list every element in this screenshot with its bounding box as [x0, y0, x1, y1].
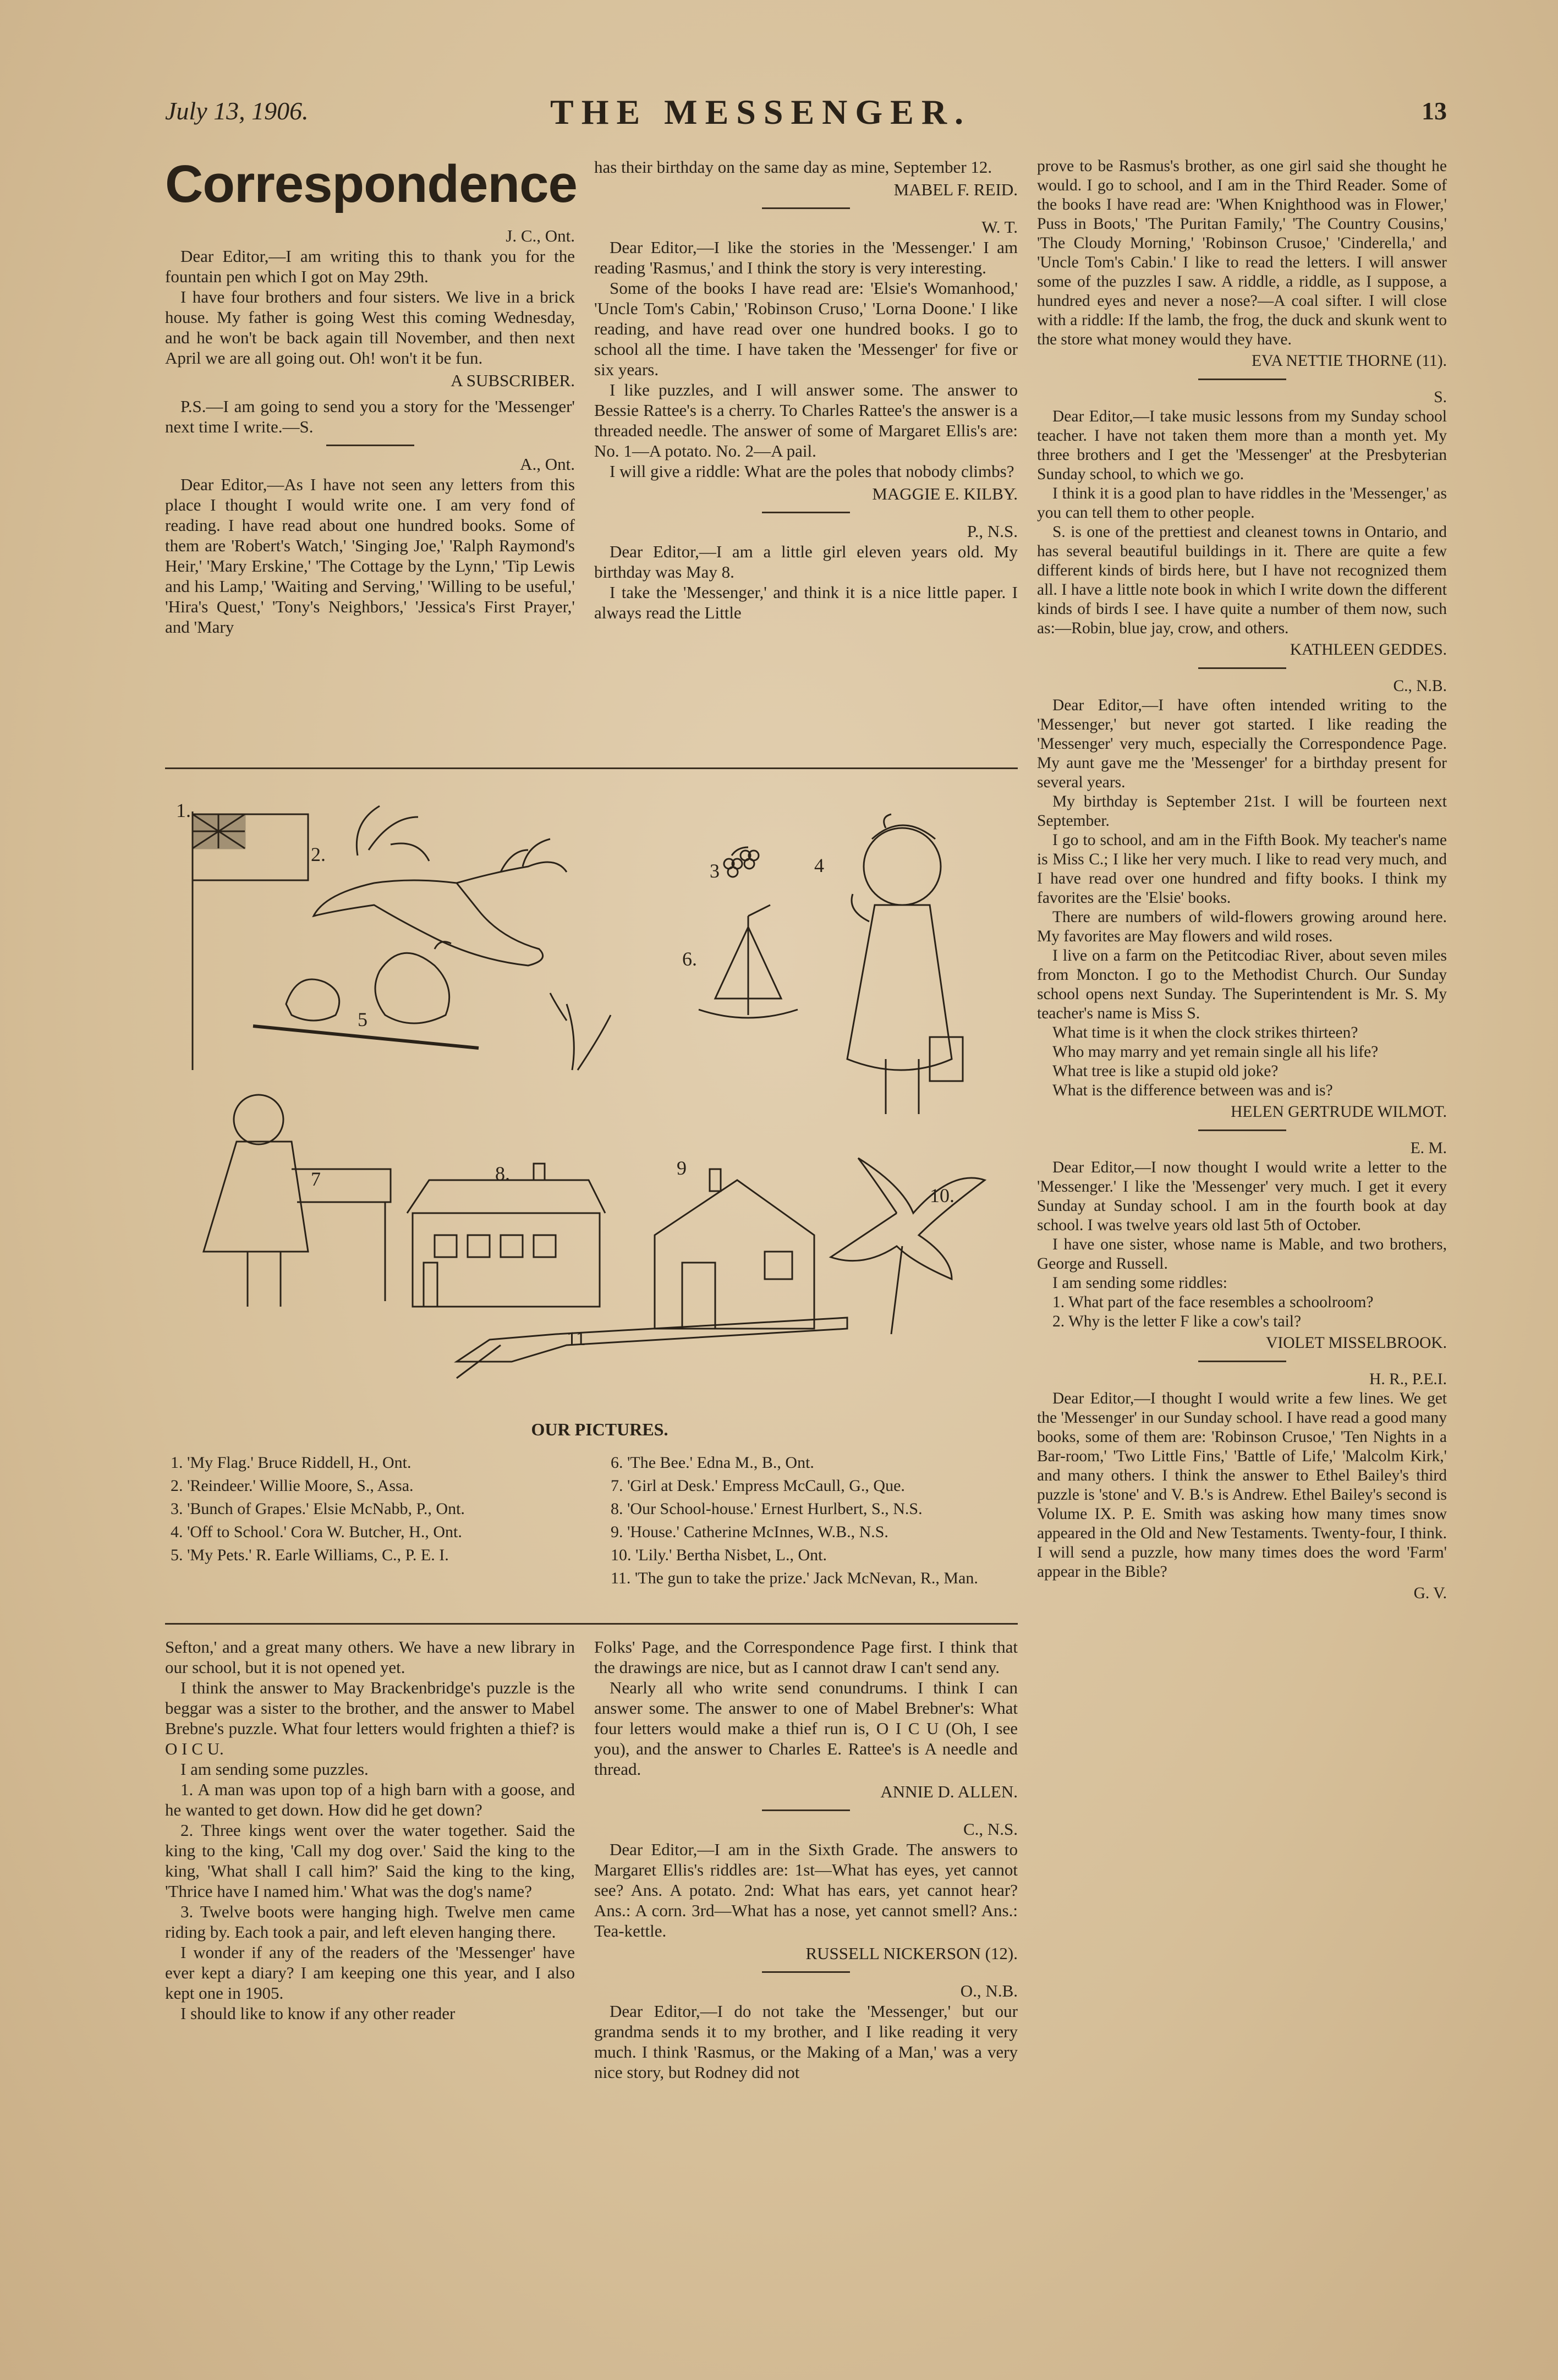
letter-paragraph: Dear Editor,—I do not take the 'Messenger,' but our grandma sends it to my brother, and I like reading it very much. I think 'Rasmus, or the Making of a Man,' was a very nice story, but Rodney did not: [594, 2001, 1018, 2082]
letter-signature: HELEN GERTRUDE WILMOT.: [1231, 1103, 1447, 1121]
pictures-credits-right: [611, 1452, 1018, 1591]
divider: [762, 512, 850, 513]
boat-drawing: [699, 905, 798, 1018]
letter-location: C., N.B.: [1393, 677, 1447, 695]
divider: [1198, 1129, 1286, 1131]
picture-credit: 2. 'Reindeer.' Willie Moore, S., Assa.: [171, 1477, 414, 1495]
letter-location: S.: [1434, 388, 1447, 406]
letter-location: P., N.S.: [967, 522, 1018, 541]
picture-credit: 9. 'House.' Catherine McInnes, W.B., N.S.: [611, 1523, 888, 1541]
divider: [1198, 379, 1286, 380]
bottom-middle-column: [594, 1637, 1018, 2082]
picture-credit: 1. 'My Flag.' Bruce Riddell, H., Ont.: [171, 1454, 412, 1472]
letter-paragraph: I am sending some riddles:: [1052, 1274, 1227, 1292]
letter-signature: KATHLEEN GEDDES.: [1290, 641, 1447, 659]
letter-postscript: P.S.—I am going to send you a story for the 'Messenger' next time I write.—S.: [165, 397, 575, 436]
picture-number: 5: [358, 1008, 367, 1030]
letter-paragraph: Dear Editor,—I am a little girl eleven years old. My birthday was May 8.: [594, 542, 1018, 582]
picture-credit: 3. 'Bunch of Grapes.' Elsie McNabb, P., Ont.: [171, 1500, 465, 1518]
letter-signature: VIOLET MISSELBROOK.: [1266, 1334, 1447, 1352]
letter-signature: MABEL F. REID.: [893, 180, 1018, 199]
letter-paragraph: I like puzzles, and I will answer some. The answer to Bessie Rattee's is a cherry. To Charles Rattee's the answer is a threaded needle. The answer of some of Margaret Ellis's are: No. 1—A potato. No. 2—A pail.: [594, 380, 1018, 460]
letter-paragraph: Nearly all who write send conundrums. I think I can answer some. The answer to one of Mabel Brebner's: What four letters would make a thief run is, O I C U (Oh, I see you), and the answer to Charles E. Rattee's is A needle and thread.: [594, 1678, 1018, 1779]
schoolhouse-drawing: [407, 1164, 605, 1307]
letter-paragraph: I have one sister, whose name is Mable, and two brothers, George and Russell.: [1037, 1236, 1447, 1273]
divider: [1198, 667, 1286, 669]
letter-paragraph: What tree is like a stupid old joke?: [1052, 1062, 1279, 1080]
letter-paragraph: has their birthday on the same day as mine, September 12.: [594, 157, 992, 177]
letter-paragraph: 2. Why is the letter F like a cow's tail?: [1052, 1313, 1302, 1330]
page-number: 13: [1422, 97, 1447, 125]
page-header: [165, 92, 1447, 140]
grapes-drawing: [724, 847, 759, 877]
letter-paragraph: Folks' Page, and the Correspondence Page first. I think that the drawings are nice, but as I cannot draw I can't send any.: [594, 1637, 1018, 1677]
girl-at-desk-drawing: [204, 1095, 391, 1307]
newspaper-title: THE MESSENGER.: [550, 92, 972, 131]
picture-number: 3: [710, 860, 720, 882]
letter-paragraph: I think the answer to May Brackenbridge's puzzle is the beggar was a sister to the brother, and the answer to Mabel Brebne's puzzle. What four letters would frighten a thief? is O I C U.: [165, 1678, 575, 1758]
letter-signature: G. V.: [1413, 1584, 1447, 1602]
picture-number: 10.: [930, 1184, 954, 1207]
divider: [762, 1809, 850, 1811]
letter-paragraph: 1. What part of the face resembles a schoolroom?: [1052, 1293, 1374, 1311]
letter-paragraph: I go to school, and am in the Fifth Book. My teacher's name is Miss C.; I like her very much. I like to read very much, and I have read over one hundred and fifty books. I think my favorites are the 'Elsie' books.: [1037, 831, 1447, 907]
picture-number: 9: [677, 1157, 687, 1179]
letter-paragraph: What time is it when the clock strikes thirteen?: [1052, 1024, 1358, 1041]
reindeer-drawing: [314, 806, 567, 966]
letter-signature: A SUBSCRIBER.: [451, 371, 575, 390]
letter-signature: RUSSELL NICKERSON (12).: [805, 1944, 1018, 1963]
letter-paragraph: 3. Twelve boots were hanging high. Twelve men came riding by. Each took a pair, and left eleven hanging there.: [165, 1902, 575, 1942]
letter-paragraph: I live on a farm on the Petitcodiac River, about seven miles from Moncton. I go to the Methodist Church. Our Sunday school opens next Sunday. The Superintendent is Mr. S. My teacher's name is Miss S.: [1037, 947, 1447, 1022]
letter-paragraph: S. is one of the prettiest and cleanest towns in Ontario, and has several beautiful buildings in it. There are quite a few different kinds of birds here, but I have not recognized them all. I have a little note book in which I write down the different kinds of birds I see. I have quite a number of them now, such as:—Robin, blue jay, crow, and others.: [1037, 523, 1447, 637]
letter-paragraph: Dear Editor,—I like the stories in the 'Messenger.' I am reading 'Rasmus,' and I think the story is very interesting.: [594, 238, 1018, 277]
letter-paragraph: 2. Three kings went over the water together. Said the king to the king, 'Call my dog over.' Said the king to the king, 'What shall I call him?' Said the king to the king, 'Thrice have I named him.' What was the dog's name?: [165, 1820, 575, 1901]
letter-paragraph: I wonder if any of the readers of the 'Messenger' have ever kept a diary? I am keeping one this year, and I also kept one in 1905.: [165, 1943, 575, 2003]
picture-credit: 7. 'Girl at Desk.' Empress McCaull, G., Que.: [611, 1477, 905, 1495]
letter-paragraph: Dear Editor,—I now thought I would write a letter to the 'Messenger.' I like the 'Messenger' very much. I get it every Sunday at Sunday school. I am in the fourth book at day school. I was twelve years old last 5th of October.: [1037, 1159, 1447, 1234]
letter-signature: ANNIE D. ALLEN.: [880, 1782, 1018, 1801]
letter-paragraph: My birthday is September 21st. I will be fourteen next September.: [1037, 793, 1447, 830]
letter-location: A., Ont.: [520, 454, 575, 474]
picture-credit: 5. 'My Pets.' R. Earle Williams, C., P. E. I.: [171, 1546, 449, 1564]
letter-paragraph: 1. A man was upon top of a high barn with a goose, and he wanted to get down. How did he get down?: [165, 1780, 575, 1819]
right-column: [1037, 157, 1447, 1609]
letter-signature: EVA NETTIE THORNE (11).: [1251, 352, 1447, 370]
divider: [326, 445, 414, 446]
picture-number: 1.: [176, 799, 191, 821]
divider: [1198, 1361, 1286, 1362]
letter-paragraph: Dear Editor,—I thought I would write a few lines. We get the 'Messenger' in our Sunday school. I have read a good many books, some of them are: 'Robinson Crusoe,' 'Ten Nights in a Bar-room,' 'Two Little Fins,' 'Battle of Life,' 'Malcolm Kirk,' and many others. I think the answer to Ethel Bailey's third puzzle is 'stone' and V. B.'s is Andrew. Ethel Bailey's second is Volume IX. P. E. Smith was asking how many times snow appeared in the Old and New Testaments. Twenty-four, I think. I will send a puzzle, how many times does the word 'Farm' appear in the Bible?: [1037, 1390, 1447, 1581]
letter-signature: MAGGIE E. KILBY.: [872, 484, 1018, 503]
lily-drawing: [831, 1158, 985, 1334]
letter-paragraph: I should like to know if any other reader: [180, 2004, 456, 2023]
issue-date: July 13, 1906.: [165, 97, 309, 125]
pictures-credits-left: [171, 1452, 572, 1568]
section-rule: [165, 1623, 1018, 1625]
pictures-caption: OUR PICTURES.: [531, 1419, 668, 1439]
middle-top-column: [594, 157, 1018, 623]
picture-credit: 8. 'Our School-house.' Ernest Hurlbert, S., N.S.: [611, 1500, 923, 1518]
left-top-column: [165, 154, 575, 637]
section-rule: [165, 767, 1018, 769]
letter-location: E. M.: [1410, 1139, 1447, 1157]
girl-drawing: [847, 814, 963, 1114]
letter-paragraph: There are numbers of wild-flowers growing around here. My favorites are May flowers and wild roses.: [1037, 908, 1447, 945]
correspondence-heading: Correspondence: [165, 155, 577, 213]
divider: [762, 1971, 850, 1973]
picture-credit: 11. 'The gun to take the prize.' Jack McNevan, R., Man.: [611, 1569, 978, 1587]
letter-paragraph: Dear Editor,—I have often intended writing to the 'Messenger,' but never got started. I like reading the 'Messenger' very much, especially the Correspondence Page. My aunt gave me the 'Messenger' for a birthday present for several years.: [1037, 697, 1447, 791]
letter-paragraph: I will give a riddle: What are the poles that nobody climbs?: [610, 462, 1014, 481]
picture-number: 7: [311, 1168, 321, 1190]
letter-paragraph: Sefton,' and a great many others. We have a new library in our school, but it is not opened yet.: [165, 1637, 575, 1677]
letter-paragraph: What is the difference between was and is?: [1052, 1082, 1333, 1099]
gun-drawing: [457, 1318, 847, 1378]
letter-paragraph: Dear Editor,—I am in the Sixth Grade. The answers to Margaret Ellis's riddles are: 1st—What has eyes, yet cannot see? Ans. A potato. 2nd: What has ears, yet cannot hear? Ans.: A corn. 3rd—What has a nose, yet cannot smell? Ans.: Tea-kettle.: [594, 1840, 1018, 1940]
letter-location: J. C., Ont.: [506, 226, 575, 245]
letter-location: O., N.B.: [960, 1981, 1018, 2000]
letter-paragraph: I have four brothers and four sisters. We live in a brick house. My father is going West this coming Wednesday, and he won't be back again till November, and then next April we are all going out. Oh! won't it be fun.: [165, 287, 575, 368]
picture-credit: 6. 'The Bee.' Edna M., B., Ont.: [611, 1454, 814, 1472]
picture-number: 2.: [311, 843, 326, 865]
letter-paragraph: Dear Editor,—As I have not seen any letters from this place I thought I would write one. I am very fond of reading. I have read about one hundred books. Some of them are 'Robert's Watch,' 'Singing Joe,' 'Ralph Raymond's Heir,' 'Mary Erskine,' 'The Cottage by the Lynn,' 'Tip Lewis and his Lamp,' 'Waiting and Serving,' 'Willing to be useful,' 'Hira's Quest,' 'Tony's Neighbors,' 'Jessica's First Prayer,' and 'Mary: [165, 475, 575, 637]
letter-paragraph: Dear Editor,—I am writing this to thank you for the fountain pen which I got on May 29th.: [165, 246, 575, 286]
house-drawing: [655, 1169, 814, 1329]
bottom-left-column: [165, 1637, 575, 2023]
picture-number: 6.: [682, 948, 697, 970]
letter-paragraph: I think it is a good plan to have riddles in the 'Messenger,' as you can tell them to other people.: [1037, 485, 1447, 522]
letter-paragraph: I am sending some puzzles.: [180, 1759, 369, 1779]
letter-paragraph: Who may marry and yet remain single all his life?: [1052, 1043, 1379, 1061]
picture-credit: 10. 'Lily.' Bertha Nisbet, L., Ont.: [611, 1546, 827, 1564]
picture-credit: 4. 'Off to School.' Cora W. Butcher, H., Ont.: [171, 1523, 462, 1541]
readers-drawings: [171, 784, 1029, 1395]
letter-paragraph: Some of the books I have read are: 'Elsie's Womanhood,' 'Uncle Tom's Cabin,' 'Robinson Cruso,' 'Lorna Doone.' I like reading, and have read over one hundred books. I go to school all the time. I have taken the 'Messenger' for five or six years.: [594, 278, 1018, 379]
letter-paragraph: prove to be Rasmus's brother, as one girl said she thought he would. I go to school, and I am in the Third Reader. Some of the books I have read are: 'When Knighthood was in Flower,' Puss in Boots,' 'The Puritan Family,' 'The Country Cousins,' 'The Cloudy Morning,' 'Robinson Crusoe,' 'Cinderella,' and 'Uncle Tom's Cabin.' I like to read the letters. I will answer some of the puzzles I saw. A riddle, a riddle, as I suppose, a hundred eyes and never a nose?—A coal sifter. I will close with a riddle: If the lamb, the frog, the duck and skunk went to the store what money would they have.: [1037, 157, 1447, 348]
hens-drawing: [253, 942, 611, 1070]
letter-location: W. T.: [981, 217, 1018, 237]
letter-paragraph: Dear Editor,—I take music lessons from my Sunday school teacher. I have not taken them more than a month yet. My three brothers and I get the 'Messenger' at the Presbyterian Sunday school, to which we go.: [1037, 408, 1447, 483]
letter-location: C., N.S.: [963, 1819, 1018, 1839]
divider: [762, 207, 850, 209]
letter-location: H. R., P.E.I.: [1369, 1370, 1447, 1388]
letter-paragraph: I take the 'Messenger,' and think it is a nice little paper. I always read the Little: [594, 583, 1018, 622]
picture-numbers: [176, 799, 954, 1350]
picture-number: 4: [814, 854, 824, 876]
picture-number: 8.: [495, 1162, 510, 1184]
picture-number: 11: [567, 1328, 586, 1350]
